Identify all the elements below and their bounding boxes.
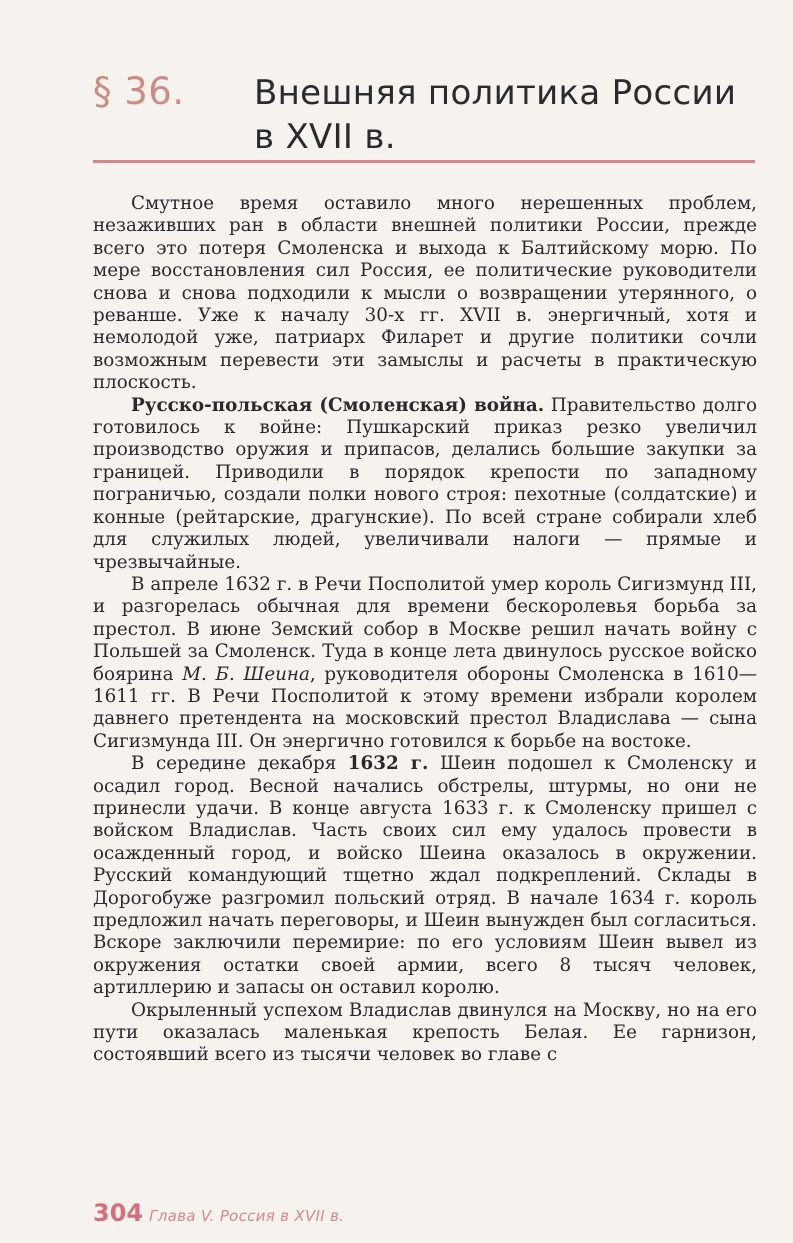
paragraph-text: Шеин подошел к Смоленску и осадил город. Весной начались обстрелы, штурмы, но они не принесли удачи. В конце августа 1633 г. к Смоленску пришел с войском Владислав. Часть своих сил ему удалось провести в осажденный город, и войско Шеина оказалось в окружении. Русский командующий тщетно ждал подкреплений. Склады в Дорогобуже разгромил польский отряд. В начале 1634 г. король предложил начать переговоры, и Шеин вынужден был согласиться. Вскоре заключили перемирие: по его условиям Шеин вывел из окружения остатки своей армии, всего 8 тысяч человек, артиллерию и запасы он оставил королю. <box>93 753 757 999</box>
paragraph-april-1632 <box>93 574 757 753</box>
paragraph-siege <box>93 753 757 999</box>
subsection-heading: Русско-польская (Смоленская) война. <box>131 394 545 416</box>
paragraph-text: В апреле 1632 г. в Речи Посполитой умер король Сигизмунд III, и разгорелась обычная для времени бескоролевья борьба за престол. В июне Земский собор в Москве решил начать войну с Польшей за Смоленск. Туда в конце лета двинулось русское войско боярина <box>93 573 757 685</box>
paragraph-text: , руководителя обороны Смоленска в 1610—1611 гг. В Речи Посполитой к этому времени избрали королем давнего претендента на московский престол Владислава — сына Сигизмунда III. Он энергично готовился к борьбе на востоке. <box>93 663 758 752</box>
paragraph-text: Правительство долго готовилось к войне: Пушкарский приказ резко увеличил производство оружия и припасов, делались большие закупки за границей. Приводили в порядок крепости по западному пограничью, создали полки нового строя: пехотные (солдатские) и конные (рейтарские, драгунские). По всей стране собирали хлеб для служилых людей, увеличивали налоги — прямые и чрезвычайные. <box>93 394 757 573</box>
section-title <box>254 71 754 159</box>
highlighted-date: 1632 г. <box>347 753 429 775</box>
section-header <box>0 0 793 170</box>
section-title-line-2: в XVII в. <box>254 117 396 157</box>
main-text <box>93 193 757 1067</box>
paragraph-smolensk-war <box>93 395 757 574</box>
paragraph-text: Смутное время оставило много нерешенных проблем, незаживших ран в области внешней политики России, прежде всего это потеря Смоленска и выхода к Балтийскому морю. По мере восстановления сил Россия, ее политические руководители снова и снова подходили к мысли о возвращении утерянного, о реванше. Уже к началу 30-х гг. XVII в. энергичный, хотя и немолодой уже, патриарх Филарет и другие политики сочли возможным перевести эти замыслы и расчеты в практическую плоскость. <box>93 193 757 394</box>
paragraph-intro <box>93 193 757 395</box>
paragraph-vladislav-march <box>93 1000 757 1067</box>
title-divider <box>93 160 755 163</box>
paragraph-text: В середине декабря <box>131 753 348 775</box>
person-name: М. Б. Шеина <box>182 663 310 685</box>
section-number: § 36. <box>93 70 185 113</box>
page-footer <box>93 1199 344 1229</box>
section-title-line-1: Внешняя политика России <box>254 73 737 113</box>
page-number: 304 <box>93 1199 144 1227</box>
chapter-reference: Глава V. Россия в XVII в. <box>149 1207 345 1225</box>
paragraph-text: Окрыленный успехом Владислав двинулся на Москву, но на его пути оказалась маленькая крепость Белая. Ее гарнизон, состоявший всего из тысячи человек во главе с <box>93 999 757 1066</box>
